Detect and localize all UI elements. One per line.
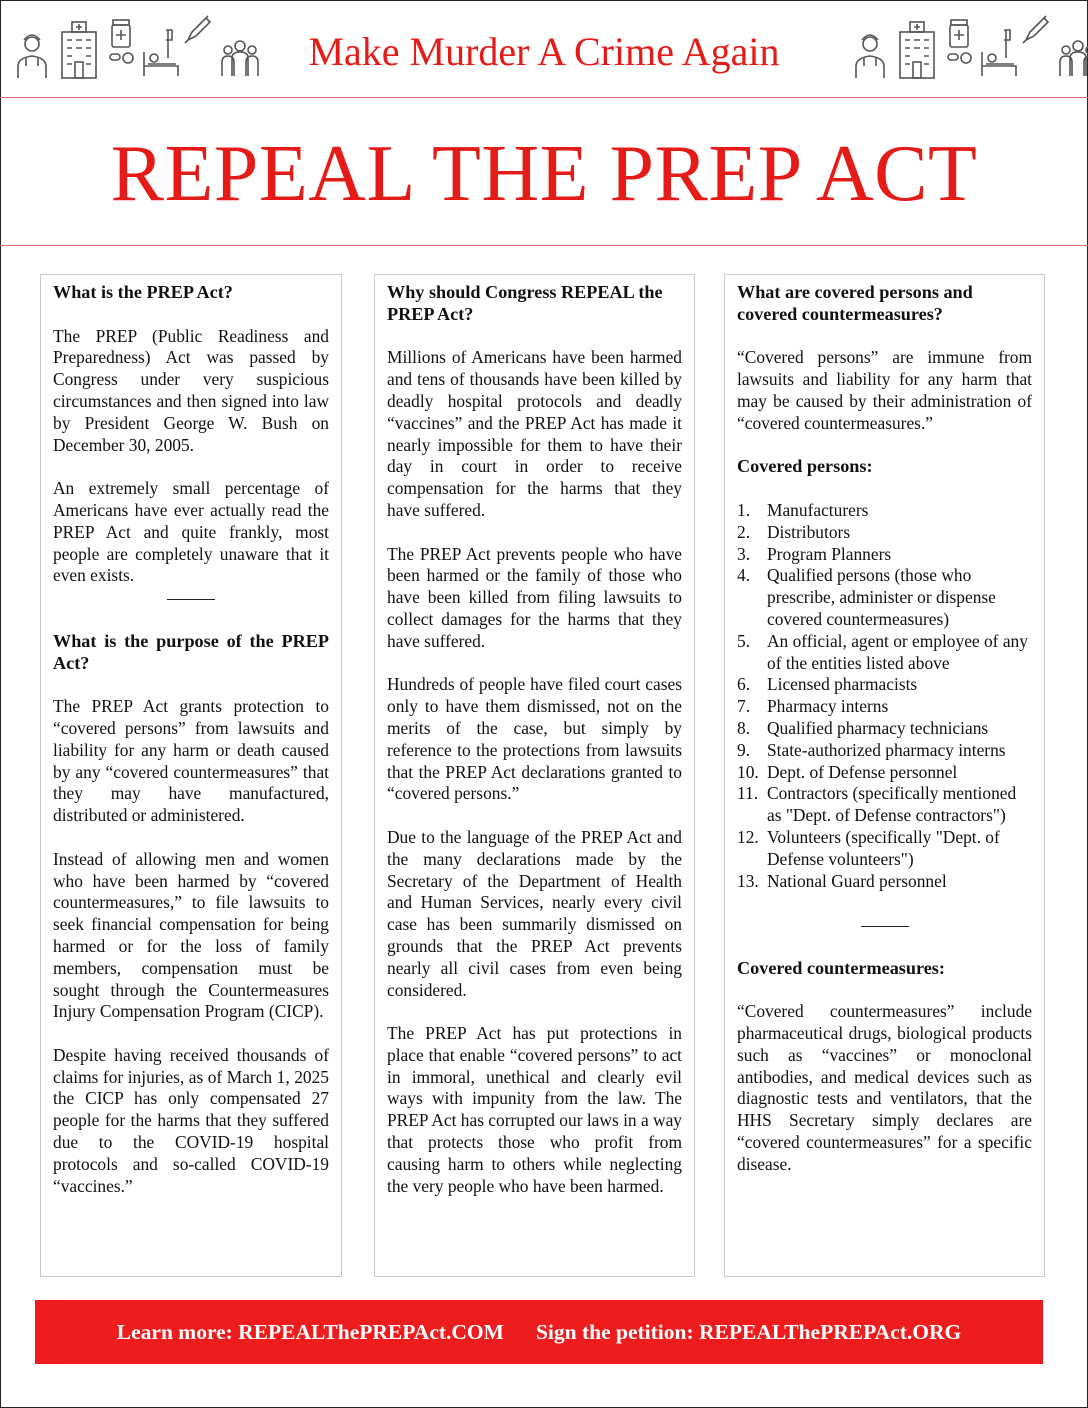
list-item	[737, 544, 1032, 566]
paragraph: The PREP Act grants protection to “covered persons” from lawsuits and liability for any harm or death caused by any “covered countermeasures” that they may have manufactured, distributed or administered.	[53, 696, 329, 826]
separator	[53, 587, 329, 609]
paragraph: “Covered countermeasures” include pharmaceutical drugs, biological products such as “vaccines” or monoclonal antibodies, and medical devices such as diagnostic tests and ventilators, that the HHS Secretary simply declares are “covered countermeasures” for a specific disease.	[737, 1001, 1032, 1174]
list-item-text: Licensed pharmacists	[767, 674, 918, 695]
paragraph: Millions of Americans have been harmed and tens of thousands have been killed by deadly hospital protocols and deadly “vaccines” and the PREP Act has made it nearly impossible for them to have their day in court in order to receive compensation for the harms that they have suffered.	[387, 347, 682, 520]
subheading: Covered countermeasures:	[737, 957, 945, 978]
list-item	[737, 500, 1032, 522]
list-item	[737, 696, 1032, 718]
list-item-number: 1.	[737, 499, 751, 520]
list-item	[737, 565, 1032, 630]
column-heading: What is the PREP Act?	[53, 282, 233, 302]
list-item-text: Dept. of Defense personnel	[767, 761, 958, 782]
list-item-number: 3.	[737, 543, 751, 564]
list-item-number: 12.	[737, 826, 759, 847]
footer-banner	[35, 1300, 1043, 1364]
list-item-text: Volunteers (specifically "Dept. of Defense volunteers")	[767, 826, 1000, 869]
learn-more-link[interactable]: Learn more: REPEALThePREPAct.COM	[116, 1319, 504, 1344]
page-title: REPEAL THE PREP ACT	[110, 130, 978, 218]
list-item	[737, 740, 1032, 762]
paragraph: An extremely small percentage of Americans have ever actually read the PREP Act and quite frankly, most people are completely unaware that it even exists.	[53, 478, 329, 586]
paragraph: Hundreds of people have filed court cases only to have them dismissed, not on the merits of the case, but simply by reference to the protections from lawsuits that the PREP Act declarations granted to “covered persons.”	[387, 674, 682, 804]
list-item-text: Program Planners	[767, 543, 892, 564]
paragraph: The PREP Act has put protections in place that enable “covered persons” to act in immoral, unethical and clearly evil ways with impunity from the law. The PREP Act has corrupted our laws in a way that protects those who profit from causing harm to others while neglecting the very people who have been harmed.	[387, 1023, 682, 1196]
column-why-repeal	[374, 274, 695, 1277]
list-item	[737, 827, 1032, 871]
paragraph: “Covered persons” are immune from lawsuits and liability for any harm that may be caused by their administration of “covered countermeasures.”	[737, 347, 1032, 433]
column-heading: What is the purpose of the PREP Act?	[53, 630, 329, 673]
list-item-number: 4.	[737, 565, 751, 586]
covered-persons-list	[737, 500, 1032, 892]
list-item	[737, 718, 1032, 740]
list-item	[737, 871, 1032, 893]
list-item-text: Contractors (specifically mentioned as "Dept. of Defense contractors")	[767, 783, 1017, 826]
list-item-number: 6.	[737, 674, 751, 695]
header-divider	[0, 97, 1088, 98]
list-item-number: 8.	[737, 717, 751, 738]
paragraph: The PREP Act prevents people who have been harmed or the family of those who have been killed from filing lawsuits to collect damages for the harms that they have suffered.	[387, 543, 682, 651]
list-item-number: 13.	[737, 870, 759, 891]
paragraph: Instead of allowing men and women who have been harmed by “covered countermeasures,” to file lawsuits to seek financial compensation for being harmed or for the loss of family members, compensation must be sought through the Countermeasures Injury Compensation Program (CICP).	[53, 848, 329, 1022]
paragraph: The PREP (Public Readiness and Preparedness) Act was passed by Congress under very suspicious circumstances and then signed into law by President George W. Bush on December 30, 2005.	[53, 325, 329, 455]
list-item-number: 10.	[737, 761, 759, 782]
separator	[737, 914, 1032, 936]
title-divider	[0, 245, 1088, 246]
list-item-number: 7.	[737, 696, 751, 717]
list-item-text: National Guard personnel	[767, 870, 947, 891]
tagline: Make Murder A Crime Again	[308, 29, 780, 74]
list-item-number: 11.	[737, 783, 759, 804]
sign-petition-link[interactable]: Sign the petition: REPEALThePREPAct.ORG	[535, 1319, 962, 1344]
column-heading: What are covered persons and covered countermeasures?	[737, 282, 973, 324]
list-item	[737, 674, 1032, 696]
list-item	[737, 783, 1032, 827]
list-item-number: 2.	[737, 521, 751, 542]
list-item-text: Qualified persons (those who prescribe, administer or dispense covered countermeasures)	[767, 565, 996, 629]
list-item-text: Pharmacy interns	[767, 696, 889, 717]
list-item-text: Manufacturers	[767, 499, 869, 520]
column-covered	[724, 274, 1045, 1277]
list-item-text: State-authorized pharmacy interns	[767, 739, 1006, 760]
list-item-text: Distributors	[767, 521, 851, 542]
list-item-number: 9.	[737, 739, 751, 760]
list-item	[737, 631, 1032, 675]
list-item	[737, 762, 1032, 784]
column-what-is	[40, 274, 342, 1277]
list-item-text: Qualified pharmacy technicians	[767, 717, 989, 738]
list-item	[737, 522, 1032, 544]
subheading: Covered persons:	[737, 456, 873, 477]
paragraph: Due to the language of the PREP Act and the many declarations made by the Secretary of the Department of Health and Human Services, nearly every civil case has been summarily dismissed on grounds that the PREP Act prevents nearly all civil cases from even being considered.	[387, 826, 682, 1000]
paragraph: Despite having received thousands of claims for injuries, as of March 1, 2025 the CICP has only compensated 27 people for the harms that they suffered due to the COVID-19 hospital protocols and so-called COVID-19 “vaccines.”	[53, 1044, 329, 1196]
column-heading: Why should Congress REPEAL the PREP Act?	[387, 282, 663, 324]
list-item-number: 5.	[737, 630, 751, 651]
list-item-text: An official, agent or employee of any of the entities listed above	[767, 630, 1028, 673]
